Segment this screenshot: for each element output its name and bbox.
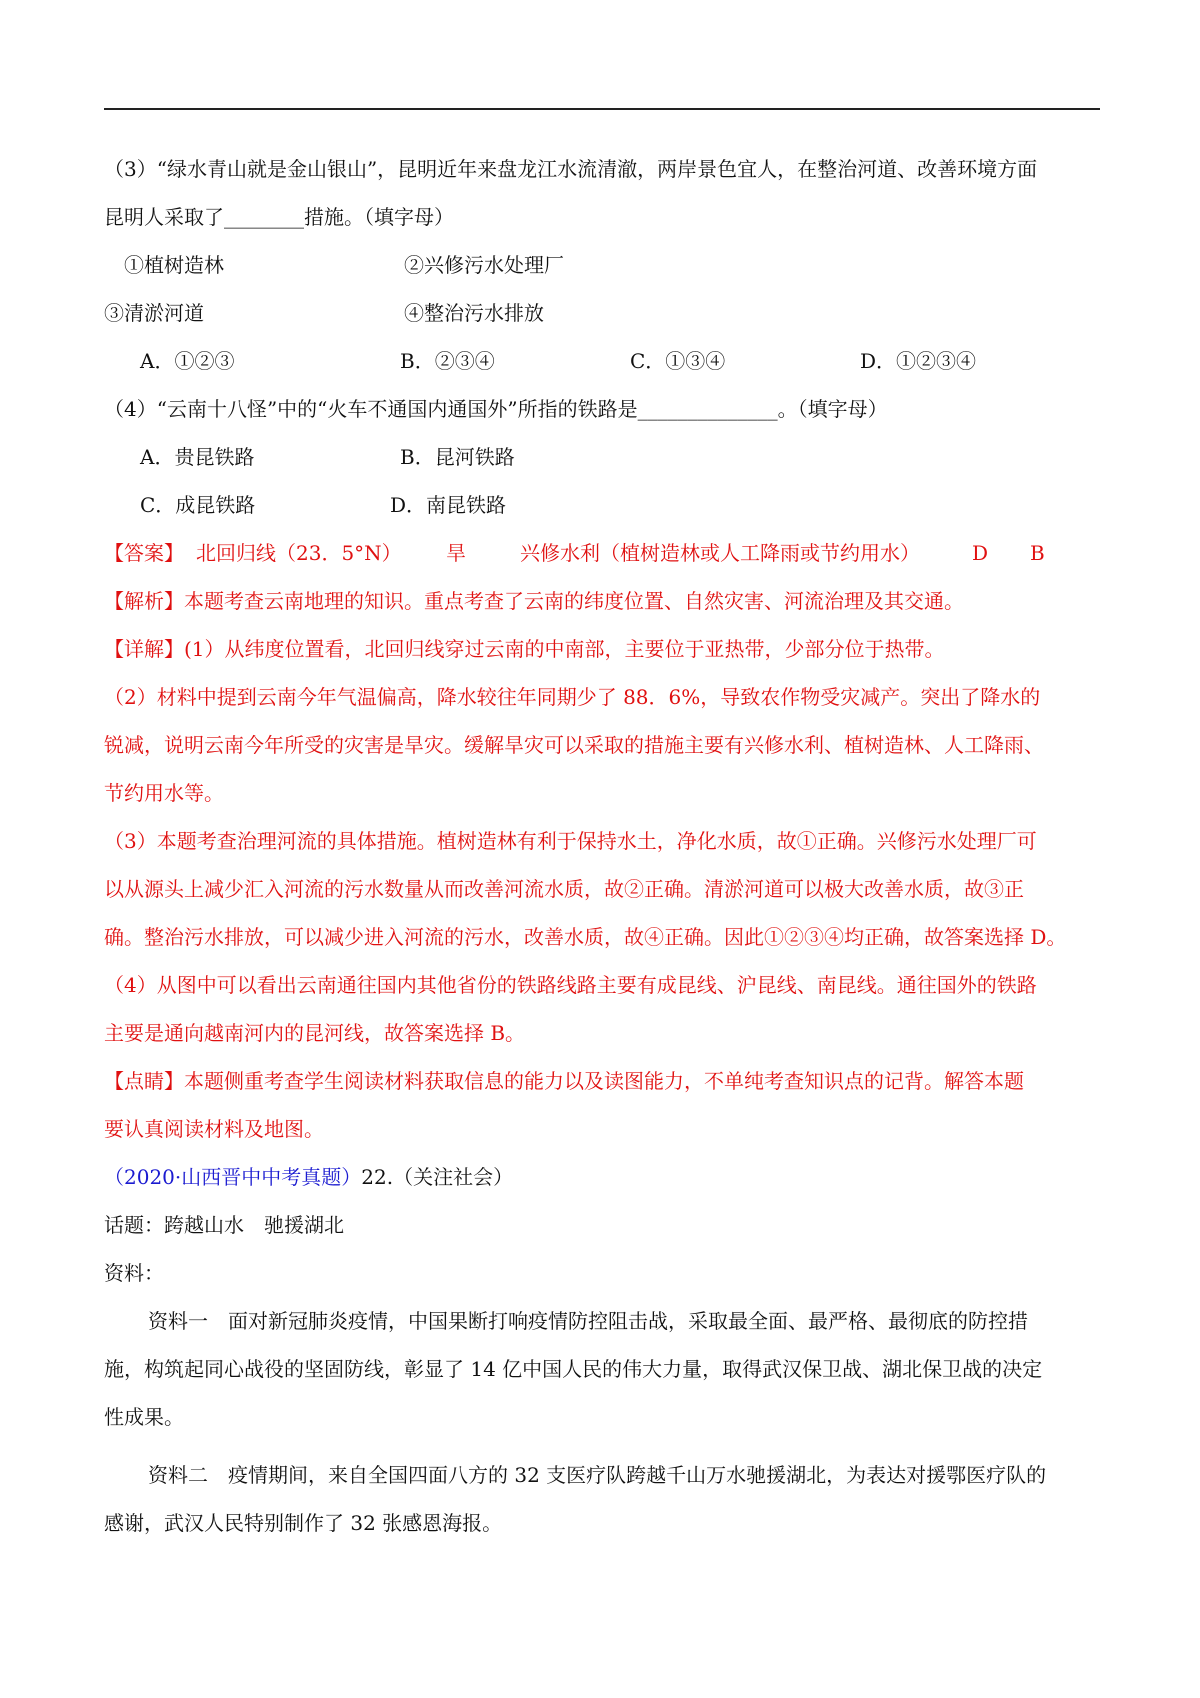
answer-part-2: 旱	[446, 541, 466, 565]
detail-line-8: （4）从图中可以看出云南通往国内其他省份的铁路线路主要有成昆线、沪昆线、南昆线。通往国外的铁路	[104, 973, 1037, 997]
q22-heading	[104, 1163, 1100, 1191]
q22-material1-line1: 资料一 面对新冠肺炎疫情，中国果断打响疫情防控阻击战，采取最全面、最严格、最彻底的防控措	[148, 1309, 1028, 1333]
q4-stem: （4）“云南十八怪”中的“火车不通国内通国外”所指的铁路是______________。（填字母）	[104, 397, 888, 421]
q4-choice-a: A．贵昆铁路	[140, 445, 255, 469]
q22-material1-line3: 性成果。	[104, 1405, 184, 1429]
answer-part-4: D	[972, 541, 989, 565]
detail-line-7: 确。整治污水排放，可以减少进入河流的污水，改善水质，故④正确。因此①②③④均正确，故答案选择 D。	[104, 925, 1067, 949]
q22-material1-line2: 施，构筑起同心战役的坚固防线，彰显了 14 亿中国人民的伟大力量，取得武汉保卫战、湖北保卫战的决定	[104, 1357, 1043, 1381]
q3-choice-b: B．②③④	[400, 349, 495, 373]
q3-option-3: ③清淤河道	[104, 301, 204, 325]
comment-line-2: 要认真阅读材料及地图。	[104, 1117, 324, 1141]
q22-topic: 话题：跨越山水 驰援湖北	[104, 1213, 344, 1237]
q4-choice-d: D．南昆铁路	[390, 493, 507, 517]
answer-part-1: 北回归线（23．5°N）	[196, 541, 402, 565]
q3-option-2: ②兴修污水处理厂	[404, 253, 564, 277]
detail-line-3: 锐减，说明云南今年所受的灾害是旱灾。缓解旱灾可以采取的措施主要有兴修水利、植树造林、人工降雨、	[104, 733, 1044, 757]
q3-stem-line2: 昆明人采取了________措施。（填字母）	[104, 205, 454, 229]
q22-material2-line2: 感谢，武汉人民特别制作了 32 张感恩海报。	[104, 1511, 503, 1535]
answer-label: 【答案】	[104, 541, 184, 565]
q22-material2-line1: 资料二 疫情期间，来自全国四面八方的 32 支医疗队跨越千山万水驰援湖北，为表达对援鄂医疗队的	[148, 1463, 1047, 1487]
q22-source: （2020·山西晋中中考真题）	[104, 1165, 362, 1189]
comment-line-1: 【点睛】本题侧重考查学生阅读材料获取信息的能力以及读图能力，不单纯考查知识点的记背。解答本题	[104, 1069, 1024, 1093]
q22-title: 22.（关注社会）	[361, 1165, 514, 1189]
q3-choice-c: C．①③④	[630, 349, 726, 373]
q3-stem-line1: （3）“绿水青山就是金山银山”，昆明近年来盘龙江水流清澈，两岸景色宜人，在整治河道、改善环境方面	[104, 157, 1038, 181]
detail-line-6: 以从源头上减少汇入河流的污水数量从而改善河流水质，故②正确。清淤河道可以极大改善水质，故③正	[104, 877, 1024, 901]
answer-part-3: 兴修水利（植树造林或人工降雨或节约用水）	[520, 541, 920, 565]
detail-line-2: （2）材料中提到云南今年气温偏高，降水较往年同期少了 88．6%，导致农作物受灾减产。突出了降水的	[104, 685, 1041, 709]
q3-option-1: ①植树造林	[124, 253, 224, 277]
analysis-text: 【解析】本题考查云南地理的知识。重点考查了云南的纬度位置、自然灾害、河流治理及其交通。	[104, 589, 964, 613]
detail-line-5: （3）本题考查治理河流的具体措施。植树造林有利于保持水土，净化水质，故①正确。兴修污水处理厂可	[104, 829, 1037, 853]
header-rule	[104, 108, 1100, 110]
q3-choice-a: A．①②③	[140, 349, 235, 373]
detail-line-9: 主要是通向越南河内的昆河线，故答案选择 B。	[104, 1021, 526, 1045]
answer-part-5: B	[1030, 541, 1045, 565]
q4-choice-c: C．成昆铁路	[140, 493, 256, 517]
q4-choice-b: B．昆河铁路	[400, 445, 515, 469]
q22-material-label: 资料：	[104, 1261, 164, 1285]
detail-line-4: 节约用水等。	[104, 781, 224, 805]
q3-choice-d: D．①②③④	[860, 349, 977, 373]
q3-option-4: ④整治污水排放	[404, 301, 544, 325]
detail-line-1: 【详解】(1）从纬度位置看，北回归线穿过云南的中南部，主要位于亚热带，少部分位于热带。	[104, 637, 945, 661]
